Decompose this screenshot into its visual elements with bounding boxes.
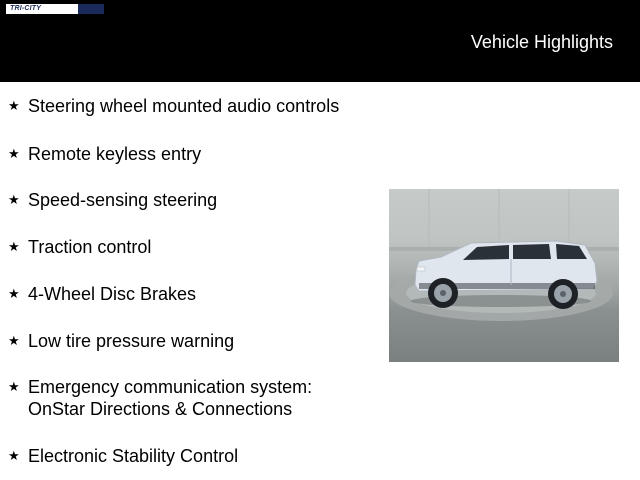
feature-item <box>8 283 196 305</box>
vehicle-photo <box>389 189 619 362</box>
vehicle-illustration <box>389 189 619 362</box>
page-title: Vehicle Highlights <box>470 32 613 52</box>
feature-item <box>8 95 339 117</box>
feature-item <box>8 376 312 420</box>
feature-item <box>8 445 238 467</box>
star-icon: ★ <box>8 239 20 254</box>
feature-text: 4-Wheel Disc Brakes <box>28 284 197 304</box>
star-icon: ★ <box>8 98 20 113</box>
feature-text: Electronic Stability Control <box>28 446 239 466</box>
feature-text: Remote keyless entry <box>28 144 202 164</box>
star-icon: ★ <box>8 333 20 348</box>
dealer-logo-name: TRI-CITY <box>10 5 42 12</box>
feature-text: Traction control <box>28 237 152 257</box>
feature-item <box>8 330 234 352</box>
feature-item <box>8 189 217 211</box>
feature-text: Speed-sensing steering <box>28 190 218 210</box>
star-icon: ★ <box>8 192 20 207</box>
feature-text: Steering wheel mounted audio controls <box>28 96 340 116</box>
feature-text: Low tire pressure warning <box>28 331 235 351</box>
star-icon: ★ <box>8 448 20 463</box>
star-icon: ★ <box>8 286 20 301</box>
star-icon: ★ <box>8 379 20 394</box>
feature-item <box>8 236 151 258</box>
star-icon: ★ <box>8 146 20 161</box>
feature-text: Emergency communication system: OnStar Directions & Connections <box>28 377 313 419</box>
feature-item <box>8 143 201 165</box>
